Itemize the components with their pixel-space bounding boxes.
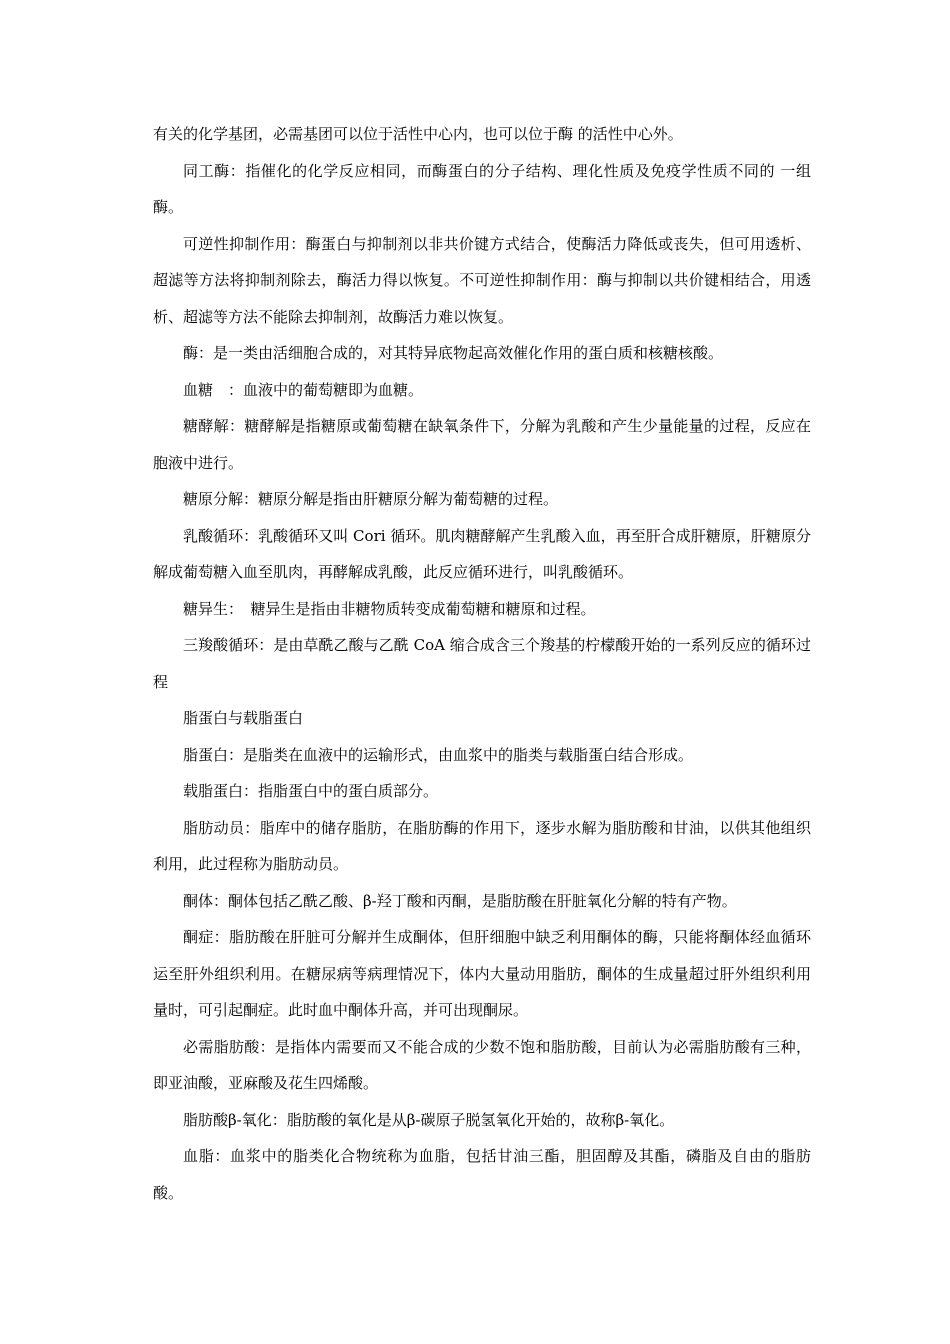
paragraph-beta-oxidation: 脂肪酸β-氧化：脂肪酸的氧化是从β-碳原子脱氢氧化开始的，故称β-氧化。 xyxy=(183,1110,675,1129)
paragraph-inhibition: 可逆性抑制作用：酶蛋白与抑制剂以非共价键方式结合，使酶活力降低或丧失，但可用透析、超滤等方法将抑制剂除去，酶活力得以恢复。不可逆性抑制作用：酶与抑制以共价键相结合，用透析、超滤等方法不能除去抑制剂，故酶活力难以恢复。 xyxy=(153,234,811,326)
paragraph-fat-mobilization: 脂肪动员：脂库中的储存脂肪，在脂肪酶的作用下，逐步水解为脂肪酸和甘油，以供其他组织利用，此过程称为脂肪动员。 xyxy=(153,818,811,873)
document-body xyxy=(153,116,811,1211)
paragraph-blood-sugar: 血糖 ：血液中的葡萄糖即为血糖。 xyxy=(183,380,424,399)
paragraph-ketosis: 酮症：脂肪酸在肝脏可分解并生成酮体，但肝细胞中缺乏利用酮体的酶，只能将酮体经血循环运至肝外组织利用。在糖尿病等病理情况下，体内大量动用脂肪，酮体的生成量超过肝外组织利用量时，可引起酮症。此时血中酮体升高，并可出现酮尿。 xyxy=(153,928,811,1019)
paragraph-enzyme: 酶：是一类由活细胞合成的，对其特异底物起高效催化作用的蛋白质和核糖核酸。 xyxy=(183,344,724,362)
paragraph-lipoprotein-heading: 脂蛋白与载脂蛋白 xyxy=(183,709,304,727)
paragraph-tca-cycle: 三羧酸循环：是由草酰乙酸与乙酰 CoA 缩合成含三个羧基的柠檬酸开始的一系列反应的循环过程 xyxy=(153,636,811,691)
paragraph-glycogenolysis: 糖原分解：糖原分解是指由肝糖原分解为葡萄糖的过程。 xyxy=(183,490,559,508)
paragraph-essential-groups: 有关的化学基团，必需基团可以位于活性中心内，也可以位于酶 的活性中心外。 xyxy=(153,125,683,143)
paragraph-ketone-bodies: 酮体：酮体包括乙酰乙酸、β-羟丁酸和丙酮，是脂肪酸在肝脏氧化分解的特有产物。 xyxy=(183,891,737,910)
paragraph-isoenzyme: 同工酶：指催化的化学反应相同，而酶蛋白的分子结构、理化性质及免疫学性质不同的 一组酶。 xyxy=(153,161,811,216)
paragraph-lipoprotein: 脂蛋白：是脂类在血液中的运输形式，由血浆中的脂类与载脂蛋白结合形成。 xyxy=(183,745,694,764)
paragraph-glycolysis: 糖酵解：糖酵解是指糖原或葡萄糖在缺氧条件下，分解为乳酸和产生少量能量的过程，反应在胞液中进行。 xyxy=(153,417,811,472)
paragraph-apolipoprotein: 载脂蛋白：指脂蛋白中的蛋白质部分。 xyxy=(183,782,439,800)
paragraph-gluconeogenesis: 糖异生： 糖异生是指由非糖物质转变成葡萄糖和糖原和过程。 xyxy=(183,599,596,618)
paragraph-lactic-acid-cycle: 乳酸循环：乳酸循环又叫 Cori 循环。肌肉糖酵解产生乳酸入血，再至肝合成肝糖原，肝糖原分解成葡萄糖入血至肌肉，再酵解成乳酸，此反应循环进行，叫乳酸循环。 xyxy=(153,526,811,581)
paragraph-blood-lipids: 血脂：血浆中的脂类化合物统称为血脂，包括甘油三酯，胆固醇及其酯，磷脂及自由的脂肪酸。 xyxy=(153,1147,811,1202)
paragraph-essential-fatty-acids: 必需脂肪酸：是指体内需要而又不能合成的少数不饱和脂肪酸，目前认为必需脂肪酸有三种，即亚油酸，亚麻酸及花生四烯酸。 xyxy=(153,1037,811,1092)
